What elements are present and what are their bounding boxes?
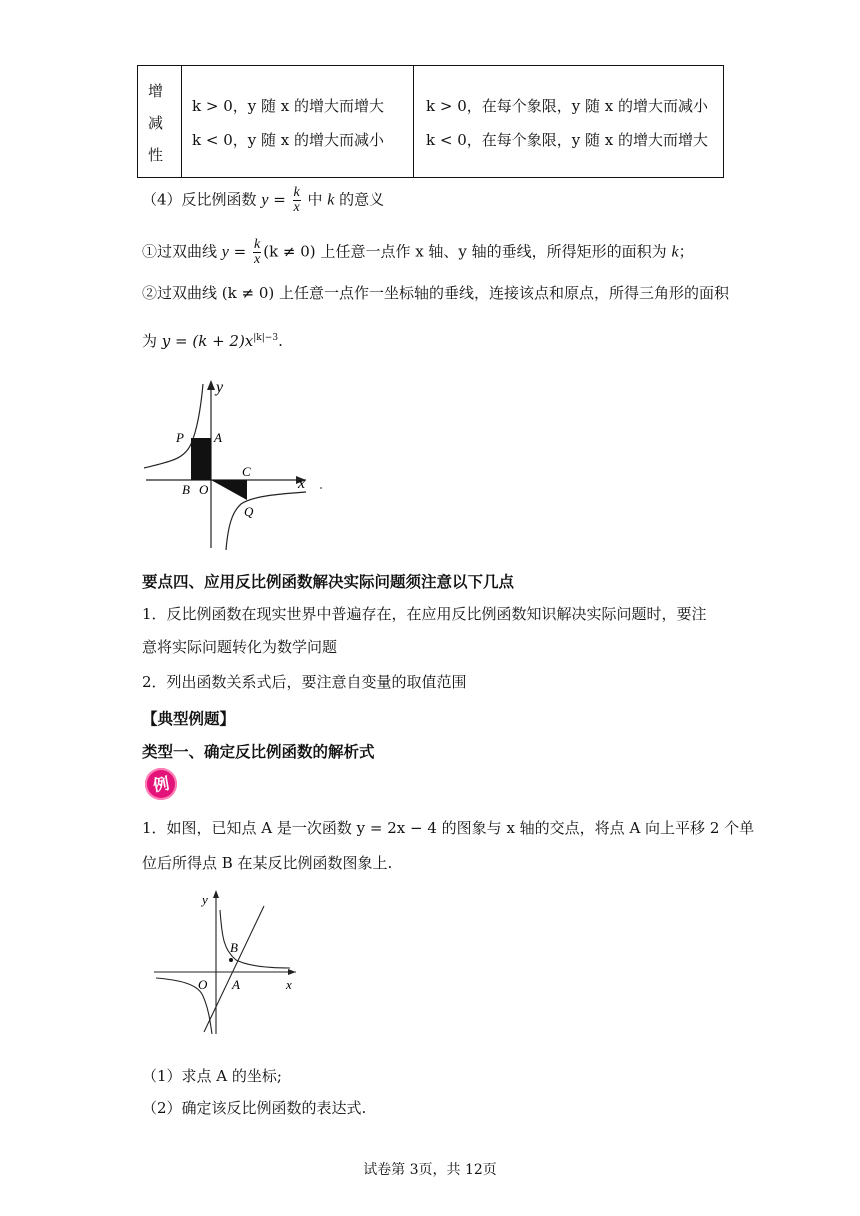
heading-text: （4）反比例函数: [142, 190, 262, 209]
item-text: 为: [142, 332, 162, 350]
inverse-line: k > 0，在每个象限，y 随 x 的增大而减小: [426, 97, 708, 115]
line-hyperbola-figure: [150, 888, 300, 1038]
item-text: ；: [678, 242, 694, 261]
meaning-item-3: [142, 328, 283, 351]
label-B: B: [182, 482, 190, 497]
inverse-line: k < 0，在每个象限，y 随 x 的增大而增大: [426, 131, 708, 149]
formula: y = (k + 2)x: [161, 332, 254, 350]
label-P: P: [176, 430, 184, 445]
section4-paragraph-1b: 意将实际问题转化为数学问题: [142, 638, 338, 656]
label-B: B: [230, 940, 238, 955]
row-label-cell: [138, 66, 182, 177]
row-label-char: 减: [148, 114, 164, 132]
monotonicity-table: [137, 65, 724, 178]
label-x: x: [286, 977, 292, 992]
label-A: A: [232, 977, 240, 992]
item-text: ①过双曲线: [142, 242, 222, 261]
x-axis-arrow: [288, 969, 296, 975]
meaning-heading: （4）反比例函数 y = $\frac{k}{x}$ 中 k 的意义: [142, 185, 385, 215]
example-badge: [145, 768, 177, 800]
item-text: .: [278, 332, 283, 350]
question-1: （1）求点 A 的坐标;: [142, 1067, 282, 1085]
problem-line-2: 位后所得点 B 在某反比例函数图象上.: [142, 854, 393, 872]
label-Q: Q: [244, 504, 254, 519]
label-y: y: [216, 379, 224, 396]
examples-heading: 【典型例题】: [142, 710, 236, 728]
fraction-k-over-x: $\frac{k}{x}$: [254, 237, 261, 267]
hyperbola-branch-lower: [226, 492, 306, 550]
meaning-item-1: ①过双曲线 y = $\frac{k}{x}$ (k ≠ 0) 上任意一点作 x 轴、y 轴的垂线，所得矩形的面积为 k；: [142, 237, 694, 267]
label-C: C: [242, 464, 251, 479]
label-A: A: [214, 430, 222, 445]
section4-paragraph-1a: 1．反比例函数在现实世界中普遍存在，在应用反比例函数知识解决实际问题时，要注: [142, 605, 707, 623]
item-text: 上任意一点作 x 轴、y 轴的垂线，所得矩形的面积为: [315, 242, 672, 261]
label-O: O: [199, 482, 209, 497]
meaning-item-2: ②过双曲线 (k ≠ 0) 上任意一点作一坐标轴的垂线，连接该点和原点，所得三角形的面积: [142, 284, 729, 302]
hyperbola-area-figure: [138, 376, 338, 554]
row-label-char: 增: [148, 82, 164, 100]
section4-heading: 要点四、应用反比例函数解决实际问题须注意以下几点: [142, 573, 515, 591]
linear-line: k < 0，y 随 x 的增大而减小: [192, 131, 384, 149]
rectangle-area: [191, 438, 211, 480]
heading-text: 的意义: [334, 190, 385, 209]
triangle-area: [211, 480, 247, 500]
type1-heading: 类型一、确定反比例函数的解析式: [142, 743, 375, 761]
fraction-k-over-x: $\frac{k}{x}$: [293, 185, 300, 215]
condition-text: (k ≠ 0): [263, 242, 316, 261]
formula-exponent: |k|−3: [253, 333, 279, 343]
label-x: x: [298, 475, 306, 492]
linear-line: k > 0，y 随 x 的增大而增大: [192, 97, 384, 115]
problem-line-1: 1．如图，已知点 A 是一次函数 y = 2x − 4 的图象与 x 轴的交点，将点 A 向上平移 2 个单: [142, 819, 755, 837]
example-badge-label: 例: [151, 773, 171, 796]
point-B: [229, 958, 233, 962]
linear-function-line: [204, 906, 264, 1032]
inverse-cell: [414, 66, 723, 177]
linear-cell: [182, 66, 414, 177]
y-axis-arrow: [207, 380, 215, 390]
page-footer: 试卷第 3页，共 12页: [363, 1162, 497, 1178]
row-label-char: 性: [148, 146, 164, 164]
y-axis-arrow: [213, 890, 219, 898]
question-2: （2）确定该反比例函数的表达式.: [142, 1099, 367, 1117]
figure-dot: [320, 487, 322, 489]
label-y: y: [202, 892, 208, 907]
heading-text: 中: [302, 190, 328, 209]
section4-paragraph-2: 2．列出函数关系式后，要注意自变量的取值范围: [142, 673, 467, 691]
label-O: O: [198, 977, 208, 992]
